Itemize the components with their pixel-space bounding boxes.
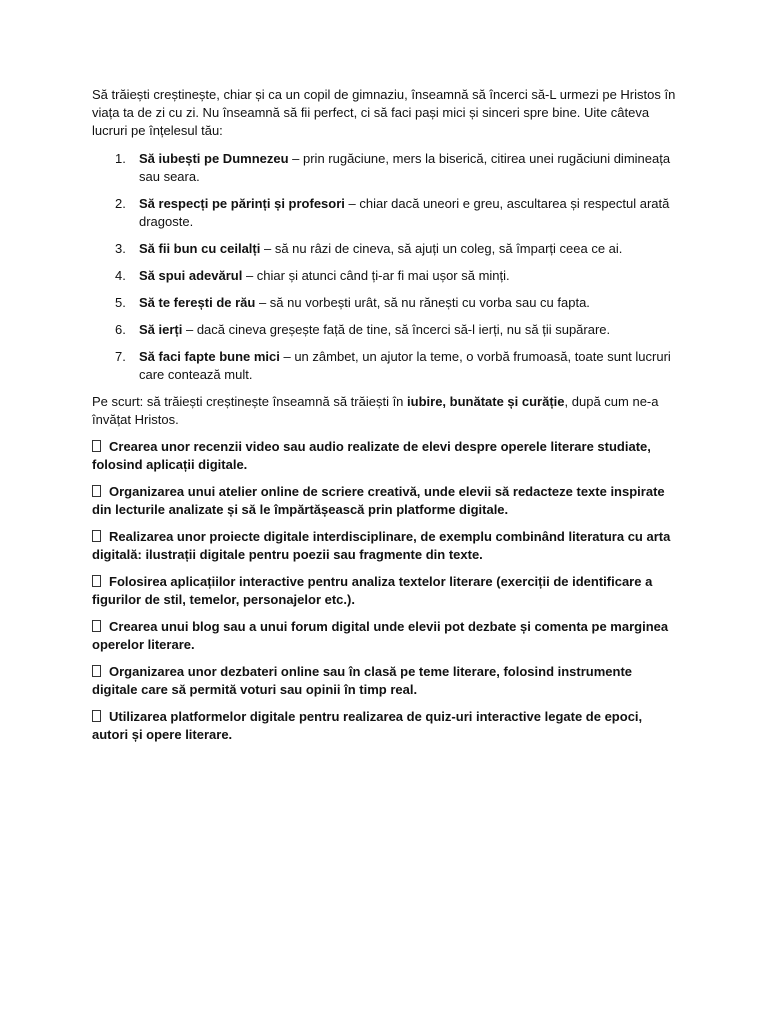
intro-paragraph: Să trăiești creștinește, chiar și ca un copil de gimnaziu, înseamnă să încerci să-L urmezi pe Hristos în viața ta de zi cu zi. Nu înseamnă să fii perfect, ci să faci pași mici și sinceri spre bine. Uite câteva lucruri pe înțelesul tău: [92, 87, 676, 138]
idea-paragraph [92, 708, 678, 744]
list-item-title: Să ierți [139, 322, 183, 337]
list-item [92, 150, 678, 186]
summary-emphasis: iubire, bunătate și curăție [407, 394, 565, 409]
box-glyph-icon [92, 665, 101, 677]
idea-text: Utilizarea platformelor digitale pentru realizarea de quiz-uri interactive legate de epoci, autori și opere literare. [92, 709, 643, 742]
box-glyph-icon [92, 575, 101, 587]
list-item-text: – un zâmbet, un ajutor la teme, o vorbă frumoasă, toate sunt lucruri care contează mult. [139, 349, 671, 382]
idea-paragraph [92, 528, 678, 564]
idea-paragraph [92, 663, 678, 699]
summary-text-end: , după cum ne-a învățat Hristos. [92, 394, 659, 427]
list-item [92, 294, 678, 312]
list-item [92, 240, 678, 258]
idea-paragraph [92, 573, 678, 609]
idea-text: Crearea unor recenzii video sau audio realizate de elevi despre operele literare studiate, folosind aplicații digitale. [92, 439, 651, 472]
list-item-text: – dacă cineva greșește față de tine, să încerci să-l ierți, nu să ții supărare. [182, 322, 611, 337]
summary-text-start: Pe scurt: să trăiești creștinește înseamnă să trăiești în [92, 394, 408, 409]
list-item-title: Să spui adevărul [139, 268, 243, 283]
box-glyph-icon [92, 485, 101, 497]
list-number: 2. [115, 196, 126, 211]
idea-text: Folosirea aplicațiilor interactive pentru analiza textelor literare (exerciții de identificare a figurilor de stil, temelor, personajelor etc.). [92, 574, 653, 607]
list-item [92, 348, 678, 384]
list-item-text: – chiar dacă uneori e greu, ascultarea și respectul arată dragoste. [139, 196, 670, 229]
list-number: 1. [115, 151, 126, 166]
box-glyph-icon [92, 530, 101, 542]
list-item-text: – prin rugăciune, mers la biserică, citirea unei rugăciuni dimineața sau seara. [139, 151, 671, 184]
box-glyph-icon [92, 620, 101, 632]
list-number: 5. [115, 295, 126, 310]
list-number: 3. [115, 241, 126, 256]
box-glyph-icon [92, 440, 101, 452]
list-item-title: Să te ferești de rău [139, 295, 256, 310]
list-item [92, 195, 678, 231]
list-item [92, 321, 678, 339]
summary-paragraph [92, 393, 678, 429]
document-page [92, 86, 678, 753]
list-item-text: – chiar și atunci când ți-ar fi mai ușor să minți. [242, 268, 510, 283]
idea-paragraph [92, 438, 678, 474]
list-number: 7. [115, 349, 126, 364]
idea-text: Crearea unui blog sau a unui forum digital unde elevii pot dezbate și comenta pe marginea operelor literare. [92, 619, 669, 652]
list-number: 4. [115, 268, 126, 283]
idea-paragraph [92, 618, 678, 654]
idea-text: Organizarea unui atelier online de scriere creativă, unde elevii să redacteze texte inspirate din lecturile analizate și să le împărtășească prin platforme digitale. [92, 484, 665, 517]
list-item-text: – să nu vorbești urât, să nu rănești cu vorba sau cu fapta. [255, 295, 590, 310]
idea-text: Organizarea unor dezbateri online sau în clasă pe teme literare, folosind instrumente digitale care să permită voturi sau opinii în timp real. [92, 664, 633, 697]
list-item-title: Să faci fapte bune mici [139, 349, 280, 364]
numbered-list [92, 150, 678, 384]
list-item-text: – să nu râzi de cineva, să ajuți un coleg, să împarți ceea ce ai. [260, 241, 623, 256]
list-number: 6. [115, 322, 126, 337]
list-item-title: Să iubești pe Dumnezeu [139, 151, 289, 166]
idea-text: Realizarea unor proiecte digitale interdisciplinare, de exemplu combinând literatura cu arta digitală: ilustrații digitale pentru poezii sau fragmente din texte. [92, 529, 671, 562]
box-glyph-icon [92, 710, 101, 722]
list-item [92, 267, 678, 285]
list-item-title: Să respecți pe părinți și profesori [139, 196, 345, 211]
list-item-title: Să fii bun cu ceilalți [139, 241, 261, 256]
idea-paragraph [92, 483, 678, 519]
